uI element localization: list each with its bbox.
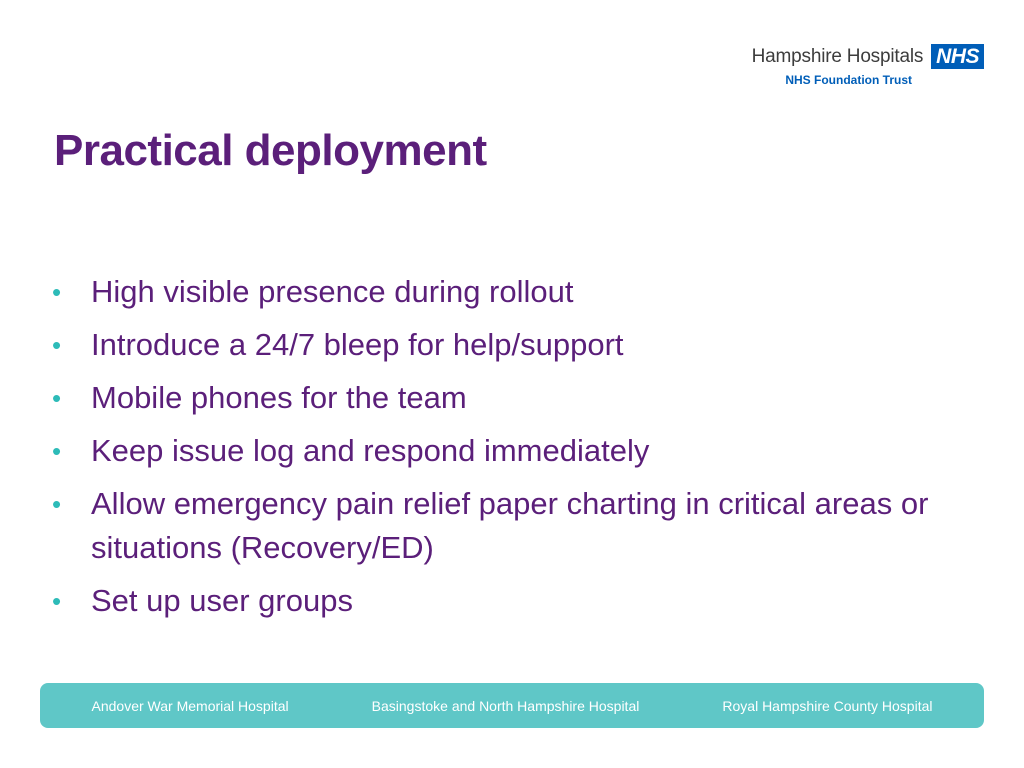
bullet-icon: • bbox=[52, 489, 62, 519]
list-item bbox=[52, 482, 992, 570]
trust-logo bbox=[752, 44, 984, 87]
page-title: Practical deployment bbox=[54, 126, 487, 175]
bullet-text: Introduce a 24/7 bleep for help/support bbox=[91, 327, 624, 362]
logo-row bbox=[752, 44, 984, 69]
bullet-icon: • bbox=[52, 436, 62, 466]
list-item bbox=[52, 429, 992, 473]
list-item bbox=[52, 323, 992, 367]
bullet-icon: • bbox=[52, 586, 62, 616]
footer-hospital-basingstoke: Basingstoke and North Hampshire Hospital bbox=[371, 697, 640, 714]
bullet-text: High visible presence during rollout bbox=[91, 274, 574, 309]
nhs-logo-icon: NHS bbox=[931, 44, 984, 69]
trust-name: NHS Foundation Trust bbox=[785, 73, 912, 87]
bullet-text: Mobile phones for the team bbox=[91, 380, 467, 415]
list-item bbox=[52, 270, 992, 314]
list-item bbox=[52, 579, 992, 623]
bullet-text: Set up user groups bbox=[91, 583, 353, 618]
bullet-list bbox=[52, 270, 992, 632]
bullet-icon: • bbox=[52, 330, 62, 360]
footer-bar bbox=[40, 683, 984, 728]
bullet-text: Keep issue log and respond immediately bbox=[91, 433, 650, 468]
footer-hospital-andover: Andover War Memorial Hospital bbox=[91, 697, 289, 714]
bullet-icon: • bbox=[52, 277, 62, 307]
bullet-text: Allow emergency pain relief paper charting in critical areas or situations (Recovery/ED) bbox=[91, 486, 929, 565]
list-item bbox=[52, 376, 992, 420]
bullet-icon: • bbox=[52, 383, 62, 413]
footer-hospital-royal-hampshire: Royal Hampshire County Hospital bbox=[722, 697, 933, 714]
org-name: Hampshire Hospitals bbox=[751, 45, 924, 67]
